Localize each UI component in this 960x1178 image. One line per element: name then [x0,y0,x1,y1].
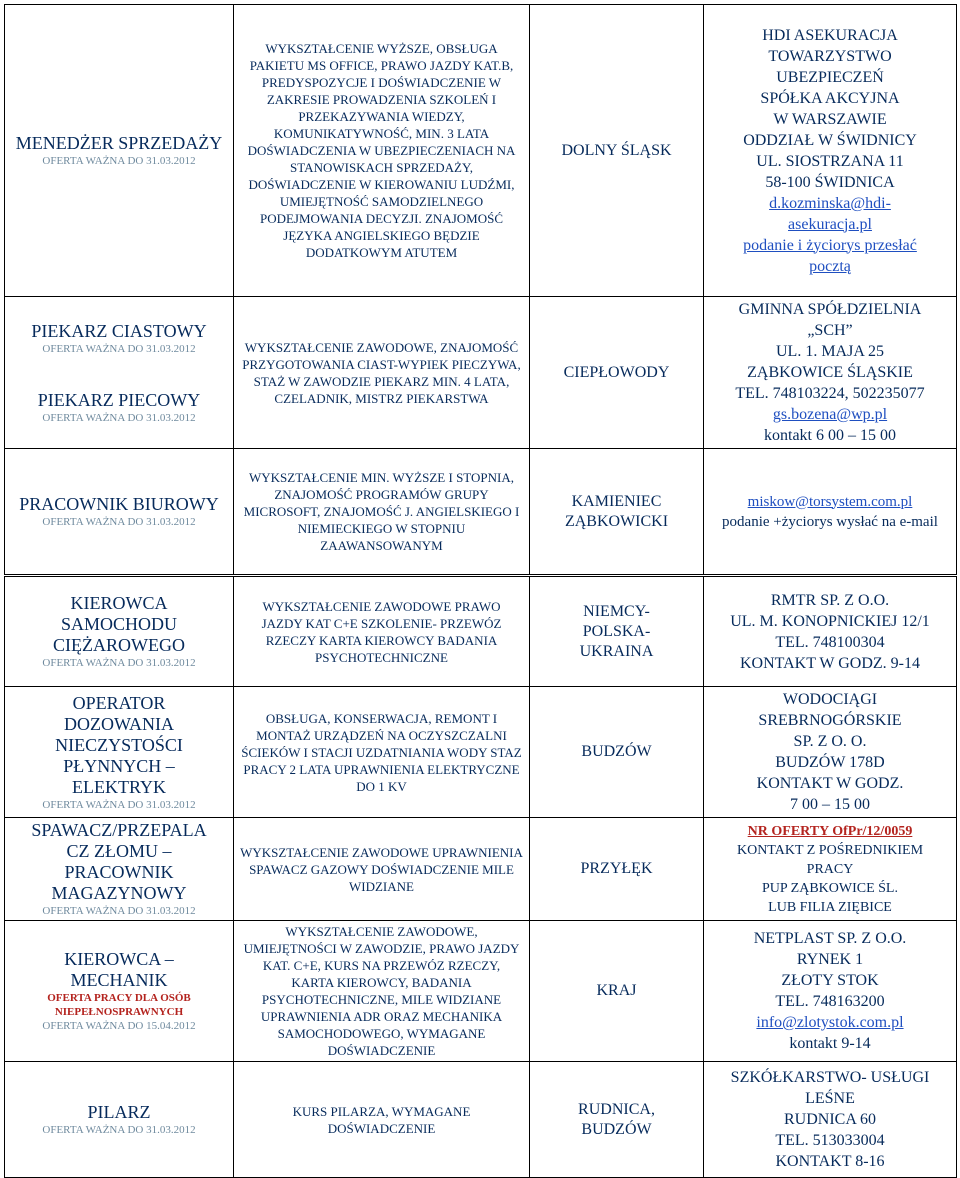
contact-line: TEL. 748100304 [775,633,885,651]
table-row [5,921,957,1062]
contact-cell [704,577,957,687]
contact-cell [704,297,957,449]
contact-line: UBEZPIECZEŃ [776,68,884,86]
contact-line: BUDZÓW 178D [775,754,885,771]
contact-line: „SCH” [807,322,853,339]
contact-line: TOWARZYSTWO [768,47,892,65]
requirements-cell [234,818,530,921]
job-title: KIEROWCA – MECHANIK [64,949,174,990]
location-text: PRZYŁĘK [580,860,653,877]
contact-line: WODOCIĄGI SREBRNOGÓRSKIE [758,691,902,729]
table-row [5,687,957,818]
table-row [5,818,957,921]
job-title: PILARZ [87,1102,151,1122]
job-title: PIEKARZ CIASTOWY [31,320,207,341]
contact-line: KONTAKT 8-16 [775,1153,885,1170]
contact-line: ODDZIAŁ W ŚWIDNICY [743,131,917,149]
requirements-text: WYKSZTAŁCENIE ZAWODOWE PRAWO JAZDY KAT C+E SZKOLENIE- PRZEWÓZ RZECZY KARTA KIEROWCY BADANIA PSYCHOTECHNICZNE [261,598,502,665]
validity-date: OFERTA WAŻNA DO 31.03.2012 [42,155,196,167]
contact-line: KONTAKT Z POŚREDNIKIEM PRACY [736,842,924,877]
requirements-text: WYKSZTAŁCENIE ZAWODOWE, UMIEJĘTNOŚCI W ZAWODZIE, PRAWO JAZDY KAT. C+E, KURS NA PRZEWÓZ RZECZY, KARTA KIEROWCY, BADANIA PSYCHOTECHNICZNE, MILE WIDZIANE UPRAWNIENIA ADR ORAZ MECHANIKA SAMOCHODOWEGO, WYMAGANE DOŚWIADCZENIE [243,924,520,1058]
contact-line: SPÓŁKA AKCYJNA [760,89,900,107]
contact-cell [704,687,957,818]
contact-line: GMINNA SPÓŁDZIELNIA [738,301,922,318]
validity-date: OFERTA WAŻNA DO 31.03.2012 [42,657,196,669]
job-title: PIEKARZ PIECOWY [37,389,201,410]
requirements-text: WYKSZTAŁCENIE ZAWODOWE, ZNAJOMOŚĆ PRZYGOTOWANIA CIAST-WYPIEK PIECZYWA, STAŻ W ZAWODZIE PIEKARZ MIN. 4 LATA, CZELADNIK, MISTRZ PIEKARSTWA [242,339,521,406]
contact-line: ZĄBKOWICE ŚLĄSKIE [747,364,913,381]
table-row [5,1062,957,1178]
requirements-cell [234,577,530,687]
contact-line: UL. M. KONOPNICKIEJ 12/1 [730,612,930,630]
requirements-cell [234,1062,530,1178]
contact-line: NETPLAST SP. Z O.O. [753,930,907,947]
validity-date: OFERTA WAŻNA DO 31.03.2012 [42,516,196,528]
requirements-text: WYKSZTAŁCENIE ZAWODOWE UPRAWNIENIA SPAWACZ GAZOWY DOŚWIADCZENIE MILE WIDZIANE [240,844,523,894]
email-link[interactable]: gs.bozena@wp.pl [772,406,888,423]
contact-line: 7 00 – 15 00 [790,796,870,813]
job-title: PRACOWNIK BIUROWY [19,494,219,514]
requirements-text: KURS PILARZA, WYMAGANE DOŚWIADCZENIE [292,1103,471,1136]
job-cell [5,5,234,297]
contact-line: TEL. 513033004 [775,1132,885,1149]
validity-date: OFERTA WAŻNA DO 31.03.2012 [42,342,196,355]
contact-line: KONTAKT W GODZ. [756,775,904,792]
job-title: SPAWACZ/PRZEPALA CZ ZŁOMU – PRACOWNIK MAGAZYNOWY [31,820,207,903]
contact-note: kontakt 6 00 – 15 00 [764,427,896,444]
requirements-text: WYKSZTAŁCENIE MIN. WYŻSZE I STOPNIA, ZNAJOMOŚĆ PROGRAMÓW GRUPY MICROSOFT, ZNAJOMOŚĆ J. ANGIELSKIEGO I NIEMIECKIEGO W STOPNIU ZAAWANSOWANYM [243,470,520,553]
location-text: KAMIENIEC ZĄBKOWICKI [564,492,669,530]
offer-number: NR OFERTY OfPr/12/0059 [747,823,913,839]
table-row [5,5,957,297]
requirements-cell [234,5,530,297]
contact-line: SZKÓŁKARSTWO- USŁUGI LEŚNE [730,1069,930,1107]
location-cell [530,577,704,687]
job-cell [5,577,234,687]
contact-line: RUDNICA 60 [783,1111,876,1128]
validity-date: OFERTA WAŻNA DO 31.03.2012 [42,798,196,811]
table-row [5,297,957,449]
validity-date: OFERTA WAŻNA DO 31.03.2012 [42,411,196,424]
location-text: RUDNICA, BUDZÓW [578,1100,655,1138]
job-cell [5,297,234,449]
job-title: OPERATOR DOZOWANIA NIECZYSTOŚCI PŁYNNYCH – ELEKTRYK [55,692,183,797]
job-offers-table-2 [4,576,957,1178]
validity-date: OFERTA WAŻNA DO 15.04.2012 [42,1020,196,1032]
job-cell [5,1062,234,1178]
requirements-cell [234,297,530,449]
job-cell [5,687,234,818]
contact-line: RYNEK 1 [796,951,864,968]
email-link[interactable]: d.kozminska@hdi-asekuracja.pl [769,194,891,233]
location-text: DOLNY ŚLĄSK [561,141,672,159]
contact-cell [704,818,957,921]
job-cell [5,921,234,1062]
location-cell [530,297,704,449]
contact-line: TEL. 748103224, 502235077 [735,385,925,402]
special-offer-badge: OFERTA PRACY DLA OSÓB NIEPEŁNOSPRAWNYCH [47,992,191,1018]
contact-line: SP. Z O. O. [793,733,867,750]
contact-line: RMTR SP. Z O.O. [770,591,890,609]
requirements-text: WYKSZTAŁCENIE WYŻSZE, OBSŁUGA PAKIETU MS OFFICE, PRAWO JAZDY KAT.B, PREDYSPOZYCJE I DOŚWIADCZENIE W ZAKRESIE PROWADZENIA SZKOLEŃ I PRZEKAZYWANIA WIEDZY, KOMUNIKATYWNOŚĆ, MIN. 3 LATA DOŚWIADCZENIA W UBEZPIECZENIACH NA STANOWISKACH SPRZEDAŻY, DOŚWIADCZENIE W KIEROWANIU LUDŹMI, UMIEJĘTNOŚĆ SAMODZIELNEGO PODEJMOWANIA DECYZJI. ZNAJOMOŚĆ JĘZYKA ANGIELSKIEGO BĘDZIE DODATKOWYM ATUTEM [247,41,516,260]
table-row [5,449,957,575]
contact-line: UL. SIOSTRZANA 11 [756,152,904,170]
contact-line: HDI ASEKURACJA [762,26,898,44]
contact-cell [704,1062,957,1178]
job-cell [5,818,234,921]
location-text: CIEPŁOWODY [563,363,670,381]
table-row [5,577,957,687]
contact-line: LUB FILIA ZIĘBICE [768,899,892,915]
job-title: MENEDŻER SPRZEDAŻY [15,133,223,153]
job-cell [5,449,234,575]
contact-cell [704,921,957,1062]
location-cell [530,687,704,818]
email-link[interactable]: miskow@torsystem.com.pl [747,493,913,510]
contact-line: KONTAKT W GODZ. 9-14 [739,654,921,672]
requirements-cell [234,687,530,818]
validity-date: OFERTA WAŻNA DO 31.03.2012 [42,905,196,917]
contact-line: UL. 1. MAJA 25 [775,343,884,360]
location-text: BUDZÓW [581,743,652,760]
contact-note: podanie +życiorys wysłać na e-mail [722,513,938,530]
contact-line: PUP ZĄBKOWICE ŚL. [762,880,898,896]
contact-line: W WARSZAWIE [773,110,887,128]
requirements-text: OBSŁUGA, KONSERWACJA, REMONT I MONTAŻ URZĄDZEŃ NA OCZYSZCZALNI ŚCIEKÓW I STACJI UZDATNIANIA WODY STAZ PRACY 2 LATA UPRAWNIENIA ELEKTRYCZNE DO 1 KV [241,710,522,794]
validity-date: OFERTA WAŻNA DO 31.03.2012 [42,1124,196,1136]
location-cell [530,921,704,1062]
contact-cell [704,449,957,575]
contact-line: ZŁOTY STOK [781,972,879,989]
location-text: KRAJ [596,982,637,999]
requirements-cell [234,921,530,1062]
requirements-cell [234,449,530,575]
job-offers-table-1 [4,4,957,575]
contact-note: podanie i życiorys przesłać pocztą [743,236,917,275]
location-cell [530,449,704,575]
email-link[interactable]: info@zlotystok.com.pl [756,1014,904,1031]
contact-cell [704,5,957,297]
location-cell [530,1062,704,1178]
contact-line: TEL. 748163200 [775,993,885,1010]
contact-note: kontakt 9-14 [789,1035,871,1052]
location-cell [530,5,704,297]
location-text: NIEMCY-POLSKA-UKRAINA [579,602,654,660]
job-title: KIEROWCA SAMOCHODU CIĘŻAROWEGO [53,593,185,655]
contact-line: 58-100 ŚWIDNICA [765,173,895,191]
location-cell [530,818,704,921]
